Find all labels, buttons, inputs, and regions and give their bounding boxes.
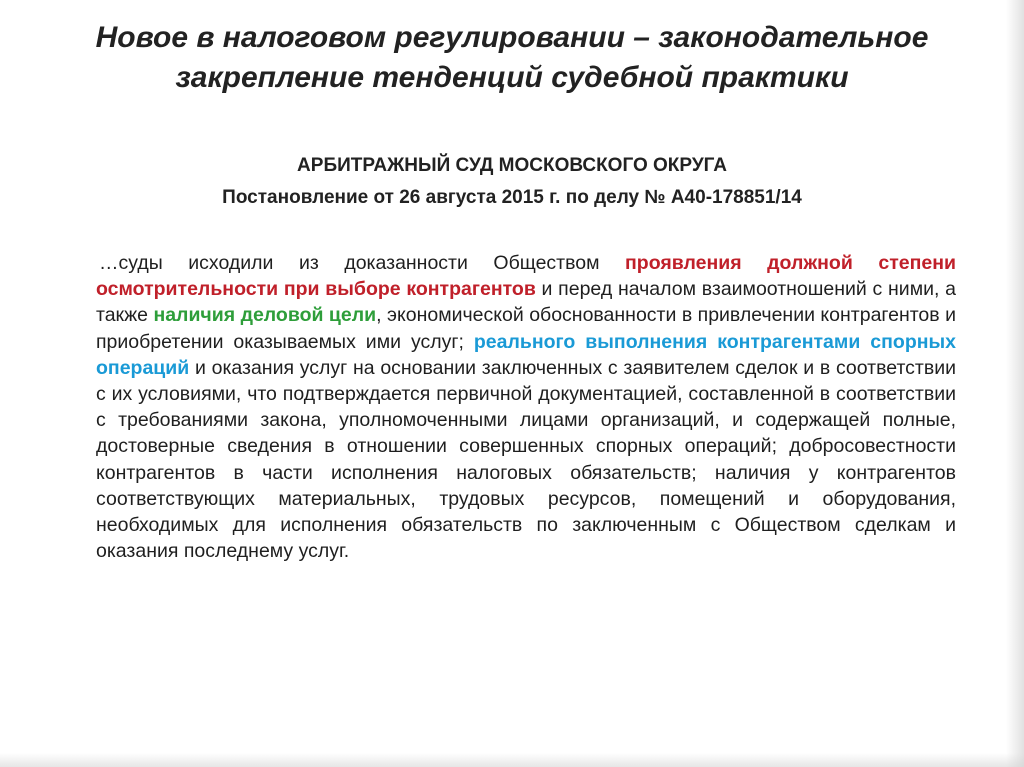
bottom-edge-shadow (0, 753, 1024, 767)
excerpt-text-2: и перед началом взаимоотношений с ними, а также (96, 278, 956, 327)
excerpt-text-4: и оказания услуг на основании заключенных с заявителем сделок и в соответствии с их условиями, что подтверждается первичной документацией, составленной в соответствии с требованиями закона, уполномоченными лицами организаций, и содержащей полные, достоверные сведения в отношении совершенных спорных операций; добросовестности контрагентов в части исполнения налоговых обязательств; наличия у контрагентов соответствующих материальных, трудовых ресурсов, помещений и оборудования, необходимых для исполнения обязательств по заключенным с Обществом сделкам и оказания последнему услуг. (96, 356, 956, 563)
title-line-1: Новое в налоговом регулировании – законодательное (95, 21, 929, 54)
right-edge-shadow (1006, 0, 1024, 767)
title-line-2: закрепление тенденций судебной практики (175, 61, 849, 94)
court-name: АРБИТРАЖНЫЙ СУД МОСКОВСКОГО ОКРУГА (297, 155, 727, 176)
excerpt-text-3: , экономической обоснованности в привлечении контрагентов и приобретении оказываемых ими услуг; (96, 304, 956, 353)
slide-title (60, 18, 964, 98)
highlight-actual-performance: реального выполнения контрагентами спорных операций (96, 330, 957, 379)
ruling-reference: Постановление от 26 августа 2015 г. по делу № А40-178851/14 (222, 187, 802, 208)
excerpt-paragraph (96, 250, 956, 564)
excerpt-text-1: …суды исходили из доказанности Обществом (99, 252, 626, 274)
highlight-business-purpose: наличия деловой цели (153, 304, 377, 327)
highlight-due-diligence: проявления должной степени осмотрительности при выборе контрагентов (96, 252, 956, 301)
court-header (60, 150, 964, 214)
ruling-excerpt (96, 250, 956, 564)
